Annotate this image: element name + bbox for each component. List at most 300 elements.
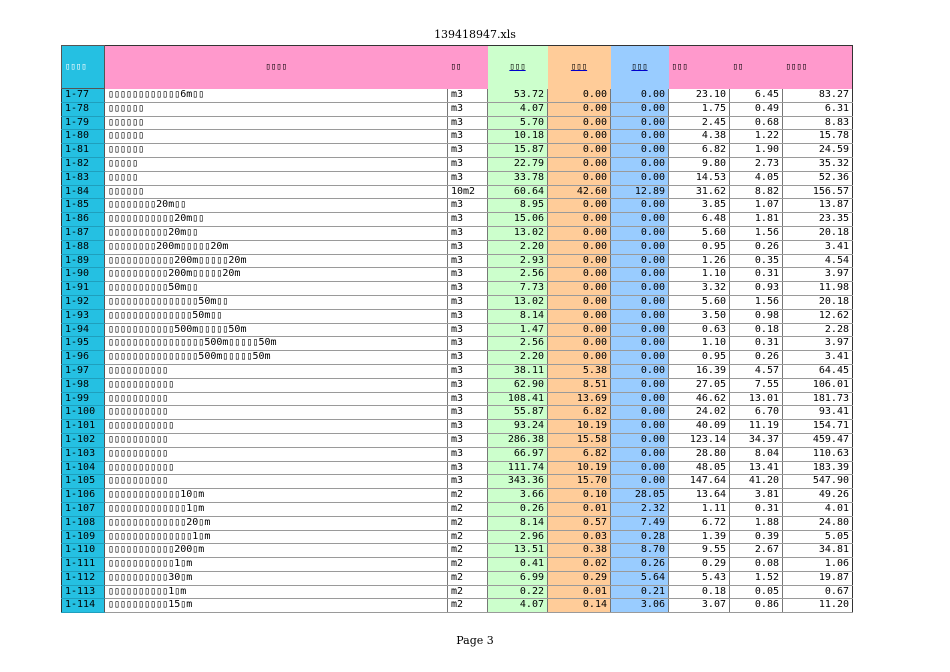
cell-tax: 2.67 <box>730 544 783 558</box>
cell-name: ▯▯▯▯▯▯▯▯200m▯▯▯▯▯20m <box>105 240 448 254</box>
cell-unit: m2 <box>448 544 488 558</box>
cell-fee: 123.14 <box>669 433 730 447</box>
cell-tax: 7.55 <box>730 378 783 392</box>
cell-code: 1-109 <box>62 530 105 544</box>
cell-unit: m2 <box>448 530 488 544</box>
cell-labor: 0.00 <box>548 268 611 282</box>
cell-base-price: 15.87 <box>488 144 548 158</box>
cell-name: ▯▯▯▯▯▯▯▯▯▯▯ <box>105 420 448 434</box>
col-header-unit: ▯▯ <box>448 46 488 89</box>
cell-name: ▯▯▯▯▯ <box>105 171 448 185</box>
cell-material: 8.70 <box>611 544 669 558</box>
cell-name: ▯▯▯▯▯▯▯▯▯▯ <box>105 364 448 378</box>
cell-tax: 11.19 <box>730 420 783 434</box>
cell-unit: m3 <box>448 295 488 309</box>
cell-tax: 1.22 <box>730 130 783 144</box>
cell-name: ▯▯▯▯▯▯▯▯▯▯▯▯▯▯50m▯▯ <box>105 309 448 323</box>
cell-labor: 42.60 <box>548 185 611 199</box>
cell-material: 0.00 <box>611 295 669 309</box>
cell-tax: 0.26 <box>730 240 783 254</box>
cell-labor: 15.58 <box>548 433 611 447</box>
cell-material: 12.89 <box>611 185 669 199</box>
cell-labor: 6.82 <box>548 447 611 461</box>
cell-fee: 1.75 <box>669 102 730 116</box>
cell-base-price: 7.73 <box>488 282 548 296</box>
cell-total: 4.01 <box>783 502 853 516</box>
cell-tax: 0.49 <box>730 102 783 116</box>
cell-fee: 147.64 <box>669 475 730 489</box>
cell-material: 0.00 <box>611 102 669 116</box>
cell-name: ▯▯▯▯▯▯▯▯▯▯▯▯▯▯▯50m▯▯ <box>105 295 448 309</box>
cell-code: 1-99 <box>62 392 105 406</box>
cell-material: 28.05 <box>611 489 669 503</box>
table-row <box>62 571 853 585</box>
cell-base-price: 60.64 <box>488 185 548 199</box>
table-row <box>62 516 853 530</box>
cell-labor: 13.69 <box>548 392 611 406</box>
cell-tax: 8.04 <box>730 447 783 461</box>
cell-fee: 48.05 <box>669 461 730 475</box>
cell-unit: m3 <box>448 461 488 475</box>
cell-name: ▯▯▯▯▯▯▯▯▯▯200m▯▯▯▯▯20m <box>105 268 448 282</box>
cell-fee: 6.48 <box>669 213 730 227</box>
cell-labor: 0.00 <box>548 323 611 337</box>
cell-total: 19.87 <box>783 571 853 585</box>
cell-material: 0.21 <box>611 585 669 599</box>
cell-total: 12.62 <box>783 309 853 323</box>
cell-fee: 3.32 <box>669 282 730 296</box>
cell-base-price: 0.26 <box>488 502 548 516</box>
cell-unit: m3 <box>448 392 488 406</box>
cell-code: 1-81 <box>62 144 105 158</box>
cell-base-price: 66.97 <box>488 447 548 461</box>
cell-code: 1-82 <box>62 157 105 171</box>
cell-tax: 6.45 <box>730 89 783 103</box>
table-row <box>62 475 853 489</box>
cell-labor: 0.00 <box>548 337 611 351</box>
table-row <box>62 599 853 613</box>
cell-material: 0.00 <box>611 364 669 378</box>
cell-unit: m3 <box>448 254 488 268</box>
cell-labor: 0.00 <box>548 309 611 323</box>
cell-labor: 0.14 <box>548 599 611 613</box>
cell-code: 1-94 <box>62 323 105 337</box>
cell-material: 2.32 <box>611 502 669 516</box>
cell-unit: m3 <box>448 89 488 103</box>
cell-fee: 0.18 <box>669 585 730 599</box>
cell-labor: 0.00 <box>548 226 611 240</box>
cell-labor: 0.10 <box>548 489 611 503</box>
cell-unit: m3 <box>448 309 488 323</box>
cell-material: 0.00 <box>611 475 669 489</box>
table-row <box>62 323 853 337</box>
cell-name: ▯▯▯▯▯▯▯▯▯▯ <box>105 447 448 461</box>
cell-unit: m3 <box>448 199 488 213</box>
cell-tax: 0.31 <box>730 337 783 351</box>
cell-fee: 40.09 <box>669 420 730 434</box>
cell-labor: 5.38 <box>548 364 611 378</box>
cell-labor: 0.00 <box>548 171 611 185</box>
cell-material: 0.28 <box>611 530 669 544</box>
cell-base-price: 8.14 <box>488 516 548 530</box>
cell-name: ▯▯▯▯▯▯▯▯▯▯▯▯6m▯▯ <box>105 89 448 103</box>
cell-tax: 0.31 <box>730 268 783 282</box>
cell-fee: 23.10 <box>669 89 730 103</box>
cell-tax: 0.05 <box>730 585 783 599</box>
table-row <box>62 144 853 158</box>
cell-code: 1-89 <box>62 254 105 268</box>
cell-tax: 3.81 <box>730 489 783 503</box>
cell-material: 0.26 <box>611 558 669 572</box>
cell-base-price: 3.66 <box>488 489 548 503</box>
cell-total: 34.81 <box>783 544 853 558</box>
cell-tax: 13.41 <box>730 461 783 475</box>
cell-base-price: 93.24 <box>488 420 548 434</box>
cell-tax: 0.31 <box>730 502 783 516</box>
cell-material: 3.06 <box>611 599 669 613</box>
cell-total: 3.97 <box>783 268 853 282</box>
cell-base-price: 2.20 <box>488 240 548 254</box>
cell-unit: m3 <box>448 323 488 337</box>
cell-total: 154.71 <box>783 420 853 434</box>
cell-name: ▯▯▯▯▯▯▯▯▯▯▯200▯m <box>105 544 448 558</box>
cell-total: 3.41 <box>783 240 853 254</box>
cell-code: 1-103 <box>62 447 105 461</box>
cell-name: ▯▯▯▯▯▯▯▯▯▯ <box>105 475 448 489</box>
cell-total: 24.59 <box>783 144 853 158</box>
cell-total: 52.36 <box>783 171 853 185</box>
cell-tax: 0.18 <box>730 323 783 337</box>
cell-base-price: 4.07 <box>488 102 548 116</box>
cell-total: 106.01 <box>783 378 853 392</box>
cell-unit: m3 <box>448 475 488 489</box>
cell-total: 156.57 <box>783 185 853 199</box>
cell-total: 15.78 <box>783 130 853 144</box>
table-row <box>62 185 853 199</box>
cell-unit: m2 <box>448 502 488 516</box>
cell-material: 0.00 <box>611 378 669 392</box>
cell-total: 49.26 <box>783 489 853 503</box>
cell-name: ▯▯▯▯▯▯▯▯▯▯▯▯▯▯▯▯500m▯▯▯▯▯50m <box>105 337 448 351</box>
cell-tax: 0.39 <box>730 530 783 544</box>
cell-unit: m3 <box>448 240 488 254</box>
cell-unit: m3 <box>448 130 488 144</box>
cell-base-price: 111.74 <box>488 461 548 475</box>
cell-fee: 4.38 <box>669 130 730 144</box>
cell-code: 1-77 <box>62 89 105 103</box>
cell-fee: 3.85 <box>669 199 730 213</box>
table-row <box>62 461 853 475</box>
cell-unit: m3 <box>448 406 488 420</box>
table-row <box>62 116 853 130</box>
cell-code: 1-85 <box>62 199 105 213</box>
cell-fee: 6.72 <box>669 516 730 530</box>
cell-base-price: 0.41 <box>488 558 548 572</box>
cell-material: 7.49 <box>611 516 669 530</box>
cell-name: ▯▯▯▯▯▯▯▯▯▯▯1▯m <box>105 558 448 572</box>
cell-fee: 24.02 <box>669 406 730 420</box>
col-header-code: ▯▯▯▯ <box>62 46 105 89</box>
cell-code: 1-87 <box>62 226 105 240</box>
cell-unit: m3 <box>448 157 488 171</box>
cell-base-price: 10.18 <box>488 130 548 144</box>
cell-base-price: 2.56 <box>488 337 548 351</box>
cell-fee: 14.53 <box>669 171 730 185</box>
table-row <box>62 337 853 351</box>
cell-name: ▯▯▯▯▯▯▯▯▯▯▯▯▯▯1▯m <box>105 530 448 544</box>
cell-code: 1-112 <box>62 571 105 585</box>
col-header-base-price: ▯▯▯ <box>488 46 548 89</box>
cell-material: 0.00 <box>611 130 669 144</box>
cell-material: 0.00 <box>611 351 669 365</box>
cell-code: 1-78 <box>62 102 105 116</box>
cell-material: 0.00 <box>611 337 669 351</box>
cell-code: 1-97 <box>62 364 105 378</box>
cell-unit: m3 <box>448 378 488 392</box>
cell-total: 181.73 <box>783 392 853 406</box>
cell-base-price: 343.36 <box>488 475 548 489</box>
cell-labor: 15.70 <box>548 475 611 489</box>
cell-total: 1.06 <box>783 558 853 572</box>
cell-base-price: 53.72 <box>488 89 548 103</box>
table-row <box>62 489 853 503</box>
cell-unit: m3 <box>448 116 488 130</box>
cell-material: 0.00 <box>611 226 669 240</box>
cell-total: 459.47 <box>783 433 853 447</box>
cell-fee: 0.95 <box>669 351 730 365</box>
table-row <box>62 364 853 378</box>
cell-total: 547.90 <box>783 475 853 489</box>
cell-total: 3.41 <box>783 351 853 365</box>
cell-code: 1-88 <box>62 240 105 254</box>
table-row <box>62 130 853 144</box>
cell-base-price: 5.70 <box>488 116 548 130</box>
cell-name: ▯▯▯▯▯▯▯▯▯▯▯500m▯▯▯▯▯50m <box>105 323 448 337</box>
cell-total: 183.39 <box>783 461 853 475</box>
cell-material: 0.00 <box>611 213 669 227</box>
cell-base-price: 13.51 <box>488 544 548 558</box>
cell-base-price: 8.14 <box>488 309 548 323</box>
col-header-total: ▯▯▯▯ <box>783 46 853 89</box>
cell-total: 2.28 <box>783 323 853 337</box>
cell-base-price: 286.38 <box>488 433 548 447</box>
cell-fee: 16.39 <box>669 364 730 378</box>
cell-base-price: 108.41 <box>488 392 548 406</box>
cell-code: 1-113 <box>62 585 105 599</box>
cell-material: 0.00 <box>611 116 669 130</box>
cell-code: 1-91 <box>62 282 105 296</box>
cell-fee: 2.45 <box>669 116 730 130</box>
cell-tax: 0.26 <box>730 351 783 365</box>
cell-labor: 0.00 <box>548 157 611 171</box>
cell-labor: 0.03 <box>548 530 611 544</box>
cell-tax: 0.86 <box>730 599 783 613</box>
cell-total: 11.20 <box>783 599 853 613</box>
table-row <box>62 351 853 365</box>
cell-tax: 0.98 <box>730 309 783 323</box>
cell-total: 20.18 <box>783 295 853 309</box>
cell-tax: 1.56 <box>730 226 783 240</box>
cell-code: 1-107 <box>62 502 105 516</box>
cell-tax: 0.93 <box>730 282 783 296</box>
table-row <box>62 530 853 544</box>
cell-unit: m3 <box>448 364 488 378</box>
cell-tax: 0.08 <box>730 558 783 572</box>
cell-material: 0.00 <box>611 144 669 158</box>
table-row <box>62 502 853 516</box>
cell-fee: 0.63 <box>669 323 730 337</box>
cell-unit: m3 <box>448 420 488 434</box>
cell-name: ▯▯▯▯▯▯▯▯▯▯ <box>105 433 448 447</box>
cell-name: ▯▯▯▯▯▯ <box>105 185 448 199</box>
cell-fee: 3.50 <box>669 309 730 323</box>
header-row <box>62 46 853 89</box>
cell-total: 6.31 <box>783 102 853 116</box>
cell-code: 1-108 <box>62 516 105 530</box>
cell-labor: 8.51 <box>548 378 611 392</box>
cell-material: 0.00 <box>611 171 669 185</box>
cell-fee: 13.64 <box>669 489 730 503</box>
table-row <box>62 254 853 268</box>
table-row <box>62 406 853 420</box>
cell-tax: 41.20 <box>730 475 783 489</box>
cell-labor: 0.00 <box>548 351 611 365</box>
cell-code: 1-93 <box>62 309 105 323</box>
cell-unit: m2 <box>448 558 488 572</box>
table-row <box>62 240 853 254</box>
cell-code: 1-102 <box>62 433 105 447</box>
page-footer: Page 3 <box>456 634 494 647</box>
cell-name: ▯▯▯▯▯▯ <box>105 144 448 158</box>
cell-tax: 8.82 <box>730 185 783 199</box>
cell-labor: 0.29 <box>548 571 611 585</box>
cell-fee: 27.05 <box>669 378 730 392</box>
cell-code: 1-79 <box>62 116 105 130</box>
cell-material: 0.00 <box>611 392 669 406</box>
cell-material: 0.00 <box>611 268 669 282</box>
cell-code: 1-101 <box>62 420 105 434</box>
cell-material: 0.00 <box>611 461 669 475</box>
table-row <box>62 102 853 116</box>
cell-fee: 5.43 <box>669 571 730 585</box>
cell-name: ▯▯▯▯▯▯▯▯▯▯15▯m <box>105 599 448 613</box>
col-header-labor: ▯▯▯ <box>548 46 611 89</box>
cell-labor: 0.00 <box>548 130 611 144</box>
cell-fee: 1.39 <box>669 530 730 544</box>
cell-code: 1-114 <box>62 599 105 613</box>
cell-fee: 1.26 <box>669 254 730 268</box>
cell-material: 0.00 <box>611 309 669 323</box>
cell-tax: 1.52 <box>730 571 783 585</box>
cell-tax: 6.70 <box>730 406 783 420</box>
cell-base-price: 2.93 <box>488 254 548 268</box>
file-title: 139418947.xls <box>434 28 516 41</box>
cell-material: 0.00 <box>611 240 669 254</box>
cell-material: 5.64 <box>611 571 669 585</box>
cell-unit: m2 <box>448 599 488 613</box>
cell-name: ▯▯▯▯▯▯▯▯▯▯20m▯▯ <box>105 226 448 240</box>
cell-total: 13.87 <box>783 199 853 213</box>
table-row <box>62 157 853 171</box>
cell-tax: 0.68 <box>730 116 783 130</box>
col-header-name: ▯▯▯▯ <box>105 46 448 89</box>
cell-total: 24.80 <box>783 516 853 530</box>
cell-total: 4.54 <box>783 254 853 268</box>
cell-tax: 0.35 <box>730 254 783 268</box>
cell-code: 1-98 <box>62 378 105 392</box>
table-row <box>62 392 853 406</box>
cell-base-price: 33.78 <box>488 171 548 185</box>
cell-fee: 9.80 <box>669 157 730 171</box>
cell-unit: m3 <box>448 337 488 351</box>
cell-unit: m3 <box>448 282 488 296</box>
table-row <box>62 226 853 240</box>
cell-base-price: 2.20 <box>488 351 548 365</box>
cell-unit: m3 <box>448 213 488 227</box>
cell-material: 0.00 <box>611 420 669 434</box>
cell-total: 64.45 <box>783 364 853 378</box>
cell-fee: 1.10 <box>669 337 730 351</box>
cell-material: 0.00 <box>611 199 669 213</box>
cell-fee: 31.62 <box>669 185 730 199</box>
cell-tax: 13.01 <box>730 392 783 406</box>
cell-fee: 6.82 <box>669 144 730 158</box>
cell-name: ▯▯▯▯▯▯▯▯▯▯▯▯▯▯▯500m▯▯▯▯▯50m <box>105 351 448 365</box>
cell-labor: 10.19 <box>548 461 611 475</box>
table-row <box>62 558 853 572</box>
cell-tax: 1.56 <box>730 295 783 309</box>
cell-material: 0.00 <box>611 323 669 337</box>
cell-labor: 0.00 <box>548 102 611 116</box>
cell-name: ▯▯▯▯▯▯▯▯▯▯ <box>105 406 448 420</box>
cell-code: 1-95 <box>62 337 105 351</box>
cell-base-price: 8.95 <box>488 199 548 213</box>
cell-code: 1-110 <box>62 544 105 558</box>
cell-unit: m2 <box>448 516 488 530</box>
cell-tax: 4.57 <box>730 364 783 378</box>
cell-base-price: 2.56 <box>488 268 548 282</box>
cell-tax: 34.37 <box>730 433 783 447</box>
cell-code: 1-106 <box>62 489 105 503</box>
cell-code: 1-90 <box>62 268 105 282</box>
cell-name: ▯▯▯▯▯▯▯▯▯▯▯20m▯▯ <box>105 213 448 227</box>
cell-base-price: 55.87 <box>488 406 548 420</box>
cell-tax: 1.90 <box>730 144 783 158</box>
cell-unit: m3 <box>448 144 488 158</box>
cell-total: 5.05 <box>783 530 853 544</box>
cell-name: ▯▯▯▯▯▯▯▯▯▯ <box>105 392 448 406</box>
cell-fee: 9.55 <box>669 544 730 558</box>
cell-material: 0.00 <box>611 447 669 461</box>
cell-name: ▯▯▯▯▯▯▯▯20m▯▯ <box>105 199 448 213</box>
cell-total: 93.41 <box>783 406 853 420</box>
cell-labor: 0.38 <box>548 544 611 558</box>
cell-labor: 0.00 <box>548 282 611 296</box>
table-row <box>62 282 853 296</box>
cell-base-price: 2.96 <box>488 530 548 544</box>
cell-fee: 3.07 <box>669 599 730 613</box>
cell-unit: 10m2 <box>448 185 488 199</box>
cell-name: ▯▯▯▯▯▯▯▯▯▯50m▯▯ <box>105 282 448 296</box>
cell-code: 1-86 <box>62 213 105 227</box>
table-row <box>62 213 853 227</box>
cell-name: ▯▯▯▯▯▯ <box>105 116 448 130</box>
table-row <box>62 585 853 599</box>
cell-base-price: 15.06 <box>488 213 548 227</box>
cell-tax: 4.05 <box>730 171 783 185</box>
cell-labor: 0.00 <box>548 144 611 158</box>
cell-labor: 0.00 <box>548 240 611 254</box>
